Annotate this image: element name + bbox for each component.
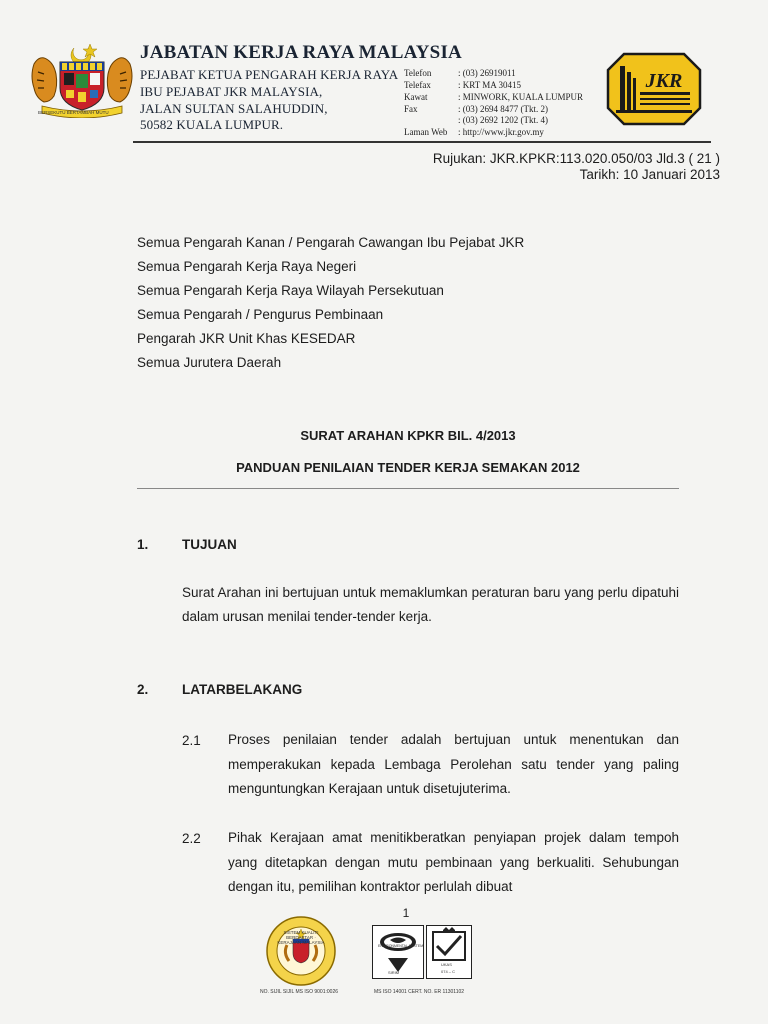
section-title: LATARBELAKANG [182,682,303,697]
organization-name: JABATAN KERJA RAYA MALAYSIA [140,42,462,63]
subsection-paragraph: Proses penilaian tender adalah bertujuan untuk menentukan dan memperakukan kepada Lembaga Perolehan satu tender yang paling menguntungkan Kerajaan untuk disetujuterima. [228,732,679,796]
letterhead-divider [133,141,711,143]
subject-line-2: PANDUAN PENILAIAN TENDER KERJA SEMAKAN 2012 [236,460,580,475]
contact-value: : http://www.jkr.gov.my [458,127,544,137]
recipient-line: Semua Pengarah Kanan / Pengarah Cawangan Ibu Pejabat JKR [137,235,525,250]
section-number: 2. [137,682,149,697]
environmental-label: ENVIRONMENTAL SYSTEM [378,944,424,948]
jkr-logo-icon [606,50,702,128]
subsection-paragraph: Pihak Kerajaan amat menitikberatkan penyiapan projek dalam tempoh yang ditetapkan dengan mutu pembinaan yang berkualiti. Sehubungan dengan itu, pemilihan kontraktor perlulah dibuat [228,830,679,894]
recipient-line: Semua Jurutera Daerah [137,355,282,370]
environmental-sub: SIRIM [388,970,400,975]
subject-line-1: SURAT ARAHAN KPKR BIL. 4/2013 [300,428,516,443]
recipient-line: Semua Pengarah / Pengurus Pembinaan [137,307,384,322]
section-title: TUJUAN [182,537,237,552]
quality-certificate-number: NO. SIJIL SIJIL MS ISO 9001:0026 [260,989,339,995]
malaysia-coat-of-arms-icon [28,40,136,118]
quality-system-seal-icon [263,915,339,987]
contact-label: Telefax [404,80,431,90]
contact-value: : KRT MA 30415 [458,80,522,90]
jkr-logo-text: JKR [645,70,683,92]
page-number: 1 [402,906,410,920]
contact-label: Kawat [404,92,428,102]
recipient-line: Pengarah JKR Unit Khas KESEDAR [137,331,356,346]
address-line: IBU PEJABAT JKR MALAYSIA, [140,84,323,99]
recipient-line: Semua Pengarah Kerja Raya Wilayah Persekutuan [137,283,444,298]
address-line: 50582 KUALA LUMPUR. [140,117,284,132]
address-line: JALAN SULTAN SALAHUDDIN, [140,101,328,116]
subsection-number: 2.1 [182,733,201,748]
address-line: PEJABAT KETUA PENGARAH KERJA RAYA [140,67,399,82]
section-number: 1. [137,537,149,552]
crest-motto: BERSEKUTU BERTAMBAH MUTU [38,110,109,115]
subsection-number: 2.2 [182,831,201,846]
contact-value: : (03) 2694 8477 (Tkt. 2) [458,104,548,114]
section-paragraph: Surat Arahan ini bertujuan untuk memaklumkan peraturan baru yang perlu dipatuhi dalam urusan menilai tender-tender kerja. [182,585,679,624]
contact-value: : MINWORK, KUALA LUMPUR [458,92,584,102]
ukas-sub: 074 – C [441,969,456,974]
letter-date: Tarikh: 10 Januari 2013 [579,167,720,182]
reference-number: Rujukan: JKR.KPKR:113.020.050/03 Jld.3 ( 21 ) [432,151,720,166]
recipient-line: Semua Pengarah Kerja Raya Negeri [137,259,357,274]
contact-label: Fax [404,104,418,114]
quality-seal-text: SISTEM KUALITI BERDAFTAR · KERAJAAN MALAYSIA [277,930,325,945]
contact-value: : (03) 2692 1202 (Tkt. 4) [458,115,548,125]
contact-value: : (03) 26919011 [458,68,516,78]
subject-underline [137,488,679,489]
environmental-certificate-number: MS ISO 14001 CERT. NO. ER 11301102 [374,989,465,995]
contact-label: Laman Web [404,127,448,137]
contact-label: Telefon [404,68,432,78]
ukas-label: UKAS [441,962,452,967]
